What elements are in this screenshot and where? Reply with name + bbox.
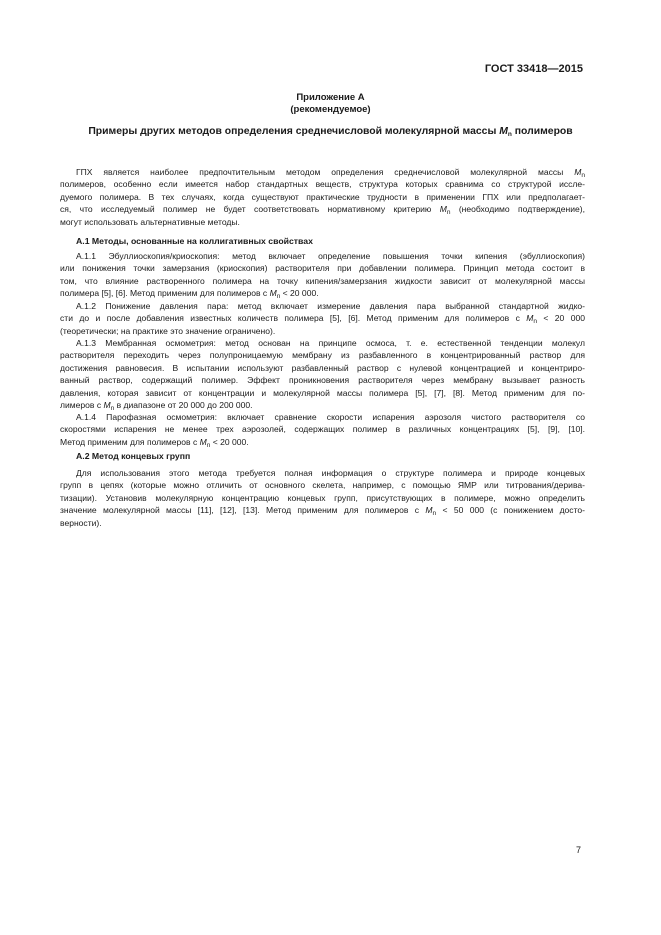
math-var: M [199, 436, 207, 447]
math-sub: n [206, 441, 211, 449]
text-run: полимера [5], [6]. Метод применим для полимеров с [60, 288, 270, 299]
main-title-text: Примеры других методов определения среднечисловой молекулярной массы [88, 126, 500, 137]
math-sub: n [533, 318, 537, 325]
text-line: А.1.1 Эбуллиоскопия/криоскопия: метод включает определение повышения точки кипения (эбуллиоскопия) [76, 251, 585, 261]
intro-paragraph [60, 166, 585, 228]
text-run: < 20 000 [537, 313, 585, 324]
math-var: M [574, 167, 582, 177]
text-line: А.1.3 Мембранная осмометрия: метод основан на принципе осмоса, т. е. естественной тенденции молекул [76, 338, 585, 348]
main-title-tail: полимеров [511, 126, 573, 137]
math-sub: n [446, 209, 451, 216]
main-title-var: M [499, 126, 508, 137]
text-line [60, 504, 585, 516]
text-line: групп в цепях (которые можно отличить от основного скелета, например, с помощью ЯМР или титрования/дерива- [60, 480, 585, 491]
text-line: верности). [60, 517, 102, 528]
text-line: достижения равновесия. В испытании используют разбавленный раствор с нулевой концентрацией и концентриро- [60, 362, 585, 373]
text-line: тизации). Установив молекулярную концентрацию концевых групп, присутствующих в полимере, можно определить [60, 492, 585, 503]
page-number: 7 [575, 845, 581, 855]
text-run: Метод применим для полимеров с [60, 436, 200, 447]
text-run: в диапазоне от 20 000 до 200 000. [114, 399, 253, 410]
text-line [60, 287, 585, 299]
paragraph-a12 [60, 300, 585, 337]
text-line: том, что влияние растворенного полимера на точку кипения/замерзания жидкости зависит от молекулярной массы [60, 275, 585, 286]
text-run: ся, что исследуемый полимер не будет соответствовать нормативному критерию [60, 204, 440, 215]
text-run: лимеров с [60, 399, 104, 410]
paragraph-a14 [60, 411, 585, 448]
paragraph-a2 [60, 467, 585, 529]
text-run: < 20 000. [210, 436, 249, 447]
math-sub: n [432, 510, 437, 517]
text-line: давления, которая зависит от концентрации и молекулярной массы полимера [5], [7], [8]. Метод применим для по- [60, 387, 585, 398]
text-line [60, 399, 585, 411]
math-var: M [425, 505, 433, 516]
paragraph-a13 [60, 337, 585, 411]
text-line: скоростями испарения не менее трех аэрозолей, содержащих полимер в различных концентрациях [5], [9], [10]. [60, 424, 585, 435]
section-a1-heading: А.1 Методы, основанные на коллигативных свойствах [76, 236, 313, 246]
text-run: < 20 000. [280, 288, 319, 299]
text-line: могут использовать альтернативные методы. [60, 216, 240, 227]
standard-code: ГОСТ 33418—2015 [484, 63, 583, 75]
text-line [60, 166, 585, 178]
paragraph-a11 [60, 250, 585, 300]
math-sub: n [581, 172, 585, 179]
main-title-sub: n [507, 131, 512, 138]
math-var: M [526, 313, 534, 324]
text-line [60, 436, 585, 448]
text-line: или понижения точки замерзания (криоскопия) растворителя при добавлении полимера. Принцип метода состоит в [60, 263, 585, 274]
math-var: M [103, 399, 111, 410]
text-line: ванный раствор, содержащий полимер. Эффект проникновения растворителя через мембрану вызывает разность [60, 375, 585, 386]
appendix-status: (рекомендуемое) [290, 104, 371, 115]
main-title [60, 126, 601, 137]
text-run: < 50 000 (с понижением досто- [436, 505, 585, 516]
text-line: А.1.4 Парофазная осмометрия: включает сравнение скорости испарения аэрозоля чистого растворителя со [76, 412, 585, 422]
math-sub: n [276, 293, 281, 300]
text-run: ГПХ является наиболее предпочтительным методом определения среднечисловой молекулярной массы [76, 167, 575, 177]
text-line: полимеров, особенно если имеется набор стандартных веществ, структура которых сравнима со структурой иссле- [60, 179, 585, 190]
math-var: M [269, 288, 277, 299]
math-var: M [439, 204, 447, 215]
text-line: А.1.2 Понижение давления пара: метод включает измерение давления пара выбранной стандартной жидко- [76, 301, 585, 311]
text-line: дуемого полимера. В тех случаях, когда существуют практические трудности в применении ГПХ или предполагает- [60, 191, 585, 202]
section-a2-heading: А.2 Метод концевых групп [76, 451, 191, 461]
text-run: сти до и после добавления известных количеств полимера [5], [6]. Метод применим для полимеров с [60, 313, 527, 324]
text-line [60, 203, 585, 215]
text-line: (теоретически; на практике это значение ограничено). [60, 325, 276, 336]
text-run: значение молекулярной массы [11], [12], [13]. Метод применим для полимеров с [60, 505, 426, 516]
text-run: (необходимо подтверждение), [450, 204, 585, 215]
text-line: Для использования этого метода требуется полная информация о структуре полимера и природе концевых [76, 468, 585, 478]
math-sub: n [110, 404, 115, 412]
text-line: растворителя переходить через полупроницаемую мембрану из разбавленного в концентрированный раствор для [60, 350, 585, 361]
appendix-title: Приложение А [296, 92, 365, 103]
text-line [60, 312, 585, 324]
